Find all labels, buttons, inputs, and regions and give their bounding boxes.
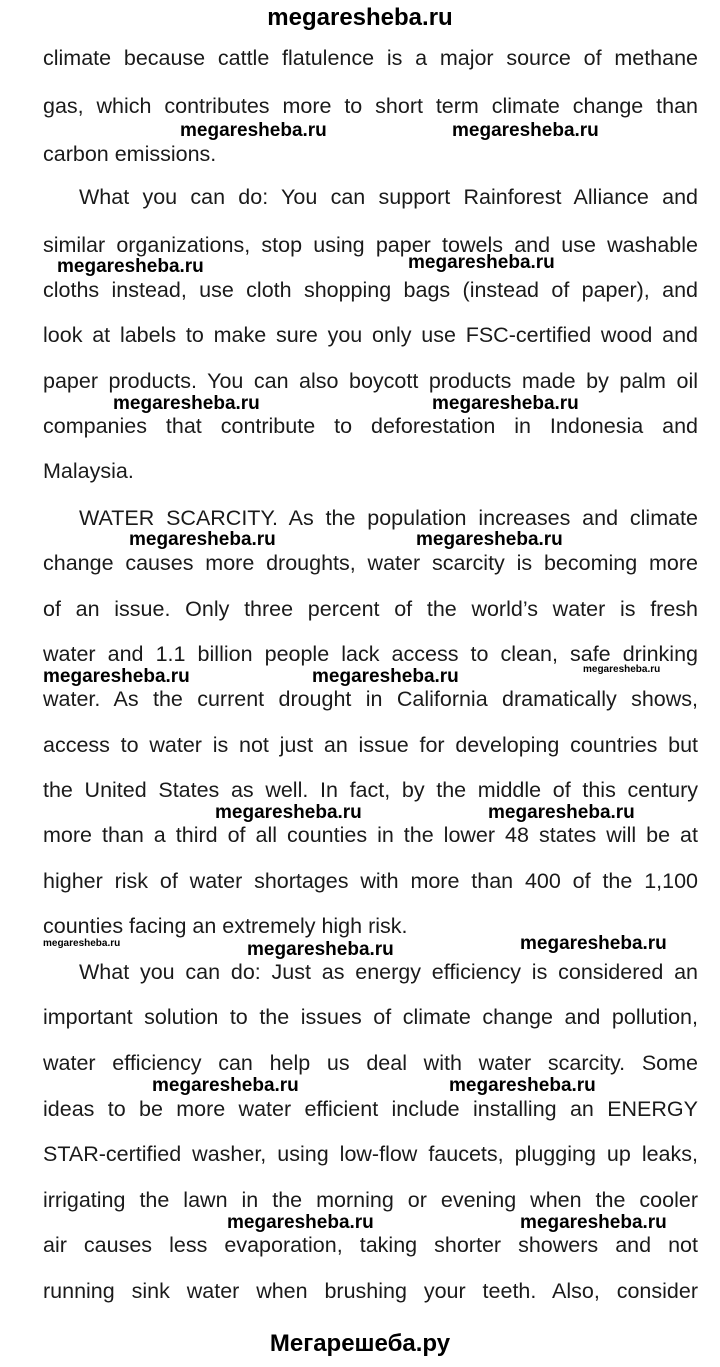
text-line: cloths instead, use cloth shopping bags (instead of paper), and bbox=[43, 278, 698, 302]
watermark: megaresheba.ru bbox=[520, 933, 667, 954]
text-line: irrigating the lawn in the morning or evening when the cooler bbox=[43, 1188, 698, 1212]
watermark: megaresheba.ru bbox=[113, 393, 260, 414]
text-line: water efficiency can help us deal with water scarcity. Some bbox=[43, 1051, 698, 1075]
watermark-small: megaresheba.ru bbox=[583, 664, 661, 675]
watermark: megaresheba.ru bbox=[432, 393, 579, 414]
text-line: more than a third of all counties in the lower 48 states will be at bbox=[43, 823, 698, 847]
text-line: air causes less evaporation, taking shorter showers and not bbox=[43, 1233, 698, 1257]
watermark: megaresheba.ru bbox=[43, 666, 190, 687]
site-header: megaresheba.ru bbox=[267, 4, 453, 31]
text-line: gas, which contributes more to short term climate change than bbox=[43, 94, 698, 118]
text-line: change causes more droughts, water scarcity is becoming more bbox=[43, 551, 698, 575]
text-line: counties facing an extremely high risk. bbox=[43, 914, 408, 938]
watermark: megaresheba.ru bbox=[449, 1075, 596, 1096]
text-line: companies that contribute to deforestation in Indonesia and bbox=[43, 414, 698, 438]
text-line: What you can do: You can support Rainforest Alliance and bbox=[79, 185, 698, 209]
text-line: carbon emissions. bbox=[43, 142, 217, 166]
site-footer: Мегарешеба.ру bbox=[269, 1330, 451, 1357]
text-line: similar organizations, stop using paper towels and use washable bbox=[43, 233, 698, 257]
watermark: megaresheba.ru bbox=[215, 802, 362, 823]
watermark: megaresheba.ru bbox=[488, 802, 635, 823]
text-line: access to water is not just an issue for developing countries but bbox=[43, 733, 698, 757]
watermark: megaresheba.ru bbox=[57, 256, 204, 277]
text-line: running sink water when brushing your teeth. Also, consider bbox=[43, 1279, 698, 1303]
watermark: megaresheba.ru bbox=[247, 939, 394, 960]
watermark: megaresheba.ru bbox=[452, 120, 599, 141]
text-line: WATER SCARCITY. As the population increases and climate bbox=[79, 506, 698, 530]
watermark: megaresheba.ru bbox=[408, 252, 555, 273]
text-line: look at labels to make sure you only use FSC-certified wood and bbox=[43, 323, 698, 347]
text-line: STAR-certified washer, using low-flow faucets, plugging up leaks, bbox=[43, 1142, 698, 1166]
text-line: higher risk of water shortages with more than 400 of the 1,100 bbox=[43, 869, 698, 893]
watermark: megaresheba.ru bbox=[312, 666, 459, 687]
watermark: megaresheba.ru bbox=[227, 1212, 374, 1233]
watermark-small: megaresheba.ru bbox=[43, 938, 121, 949]
watermark: megaresheba.ru bbox=[520, 1212, 667, 1233]
text-line: ideas to be more water efficient include installing an ENERGY bbox=[43, 1097, 698, 1121]
text-line: water and 1.1 billion people lack access to clean, safe drinking bbox=[43, 642, 698, 666]
text-line: important solution to the issues of climate change and pollution, bbox=[43, 1005, 698, 1029]
watermark: megaresheba.ru bbox=[152, 1075, 299, 1096]
text-line: What you can do: Just as energy efficiency is considered an bbox=[79, 960, 698, 984]
watermark: megaresheba.ru bbox=[180, 120, 327, 141]
watermark: megaresheba.ru bbox=[416, 529, 563, 550]
text-line: paper products. You can also boycott products made by palm oil bbox=[43, 369, 698, 393]
text-line: Malaysia. bbox=[43, 459, 134, 483]
text-line: the United States as well. In fact, by the middle of this century bbox=[43, 778, 698, 802]
text-line: of an issue. Only three percent of the world’s water is fresh bbox=[43, 597, 698, 621]
text-line: water. As the current drought in California dramatically shows, bbox=[43, 687, 698, 711]
watermark: megaresheba.ru bbox=[129, 529, 276, 550]
text-line: climate because cattle flatulence is a major source of methane bbox=[43, 46, 698, 70]
